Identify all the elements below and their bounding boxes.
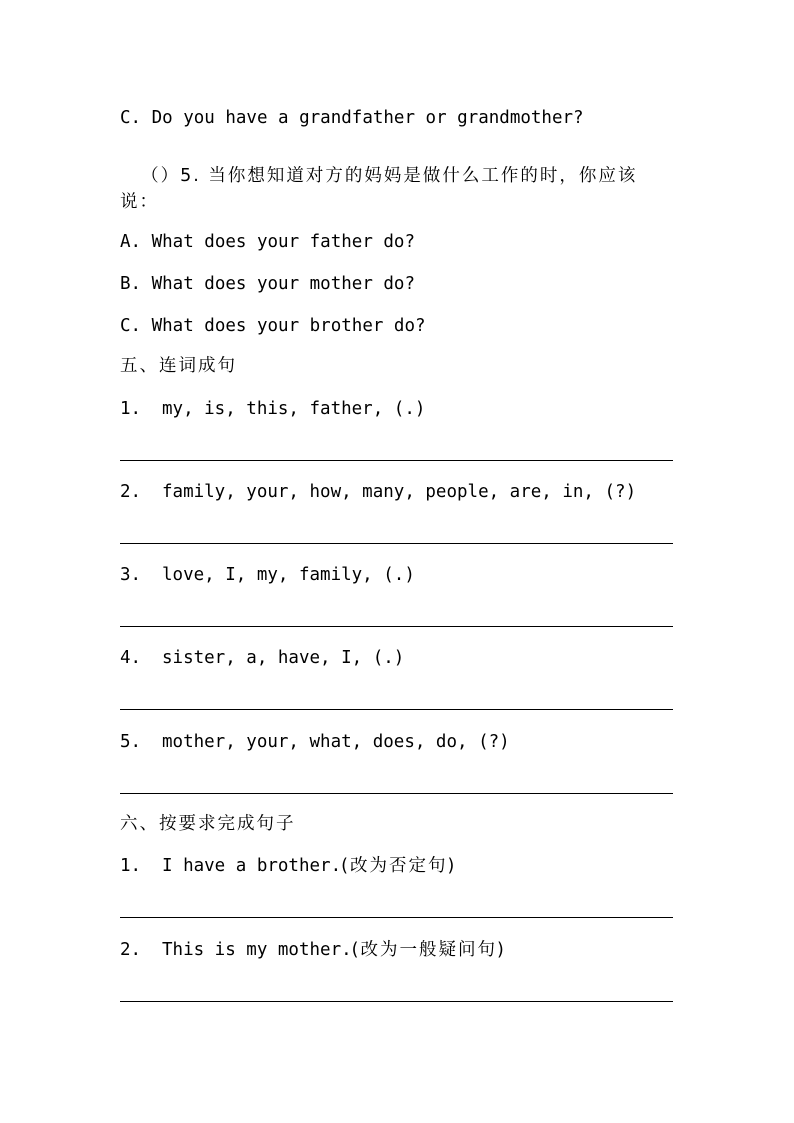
answer-line[interactable] (120, 626, 673, 627)
item-text: sister, a, have, I, (.) (162, 648, 405, 668)
item-number: 2. (120, 482, 142, 502)
s6-item-2 (120, 942, 506, 960)
item-number: 2. (120, 940, 142, 960)
answer-line[interactable] (120, 709, 673, 710)
item-number: 1. (120, 856, 142, 876)
item-note: (改为否定句) (341, 856, 457, 876)
item-number: 4. (120, 648, 142, 668)
question-5-stem-text: 当你想知道对方的妈妈是做什么工作的时，你应该 (208, 165, 638, 186)
item-number: 1. (120, 399, 142, 419)
item-text: my, is, this, father, (.) (162, 399, 426, 419)
answer-line[interactable] (120, 460, 673, 461)
item-text: family, your, how, many, people, are, in, (?) (162, 482, 637, 502)
answer-line[interactable] (120, 543, 673, 544)
s6-item-1 (120, 858, 456, 876)
item-number: 3. (120, 565, 142, 585)
s5-item-1 (120, 401, 425, 419)
s5-item-3 (120, 567, 415, 585)
item-text: mother, your, what, does, do, (?) (162, 732, 510, 752)
item-note: (改为一般疑问句) (351, 940, 506, 960)
question-5-prefix: （）5. (141, 165, 209, 186)
question-5-stem (120, 150, 637, 185)
question-5-option-a: A. What does your father do? (120, 232, 416, 252)
s5-item-2 (120, 484, 636, 502)
answer-line[interactable] (120, 1001, 673, 1002)
s5-item-4 (120, 650, 404, 668)
item-text: love, I, my, family, (.) (162, 565, 415, 585)
item-text: I have a brother. (162, 856, 342, 876)
answer-line[interactable] (120, 917, 673, 918)
answer-line[interactable] (120, 793, 673, 794)
item-text: This is my mother. (162, 940, 352, 960)
question-4-option-c: C. Do you have a grandfather or grandmother? (120, 108, 584, 128)
question-5-option-c: C. What does your brother do? (120, 316, 426, 336)
question-5-stem-continued: 说： (120, 192, 159, 212)
item-number: 5. (120, 732, 142, 752)
section-5-title: 五、连词成句 (120, 356, 237, 376)
s5-item-5 (120, 734, 510, 752)
question-5-option-b: B. What does your mother do? (120, 274, 416, 294)
section-6-title: 六、按要求完成句子 (120, 814, 296, 834)
